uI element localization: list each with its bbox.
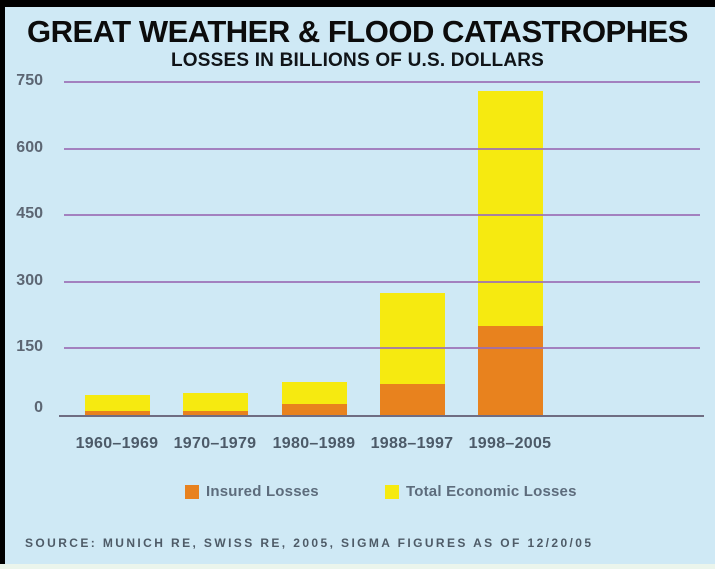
- scan-border-bottom: [0, 564, 715, 569]
- y-tick-label-0: 0: [34, 399, 43, 417]
- scan-border-top: [0, 0, 715, 7]
- gridline-600: [64, 148, 700, 150]
- y-tick-label-600: 600: [16, 138, 43, 156]
- x-axis-baseline: [59, 415, 704, 417]
- x-tick-label-4: 1988–1997: [370, 435, 454, 452]
- y-tick-label-750: 750: [16, 72, 43, 90]
- gridline-450: [64, 214, 700, 216]
- gridline-150: [64, 347, 700, 349]
- x-tick-label-2: 1970–1979: [173, 435, 257, 452]
- plot-area: [64, 82, 700, 415]
- legend-label: Total Economic Losses: [406, 483, 577, 500]
- gridline-300: [64, 281, 700, 283]
- legend-item-total: [385, 483, 577, 500]
- insured-losses-bar-3: [282, 404, 347, 415]
- insured-losses-bar-4: [380, 384, 445, 415]
- y-tick-label-300: 300: [16, 271, 43, 289]
- x-tick-label-1: 1960–1969: [75, 435, 159, 452]
- y-tick-label-150: 150: [16, 338, 43, 356]
- page-title: GREAT WEATHER & FLOOD CATASTROPHES: [27, 14, 688, 49]
- x-tick-label-3: 1980–1989: [272, 435, 356, 452]
- y-tick-label-450: 450: [16, 205, 43, 223]
- legend: [0, 483, 715, 503]
- insured-losses-swatch: [185, 485, 199, 499]
- gridline-750: [64, 81, 700, 83]
- insured-losses-bar-5: [478, 326, 543, 415]
- source-note: SOURCE: MUNICH RE, SWISS RE, 2005, SIGMA FIGURES AS OF 12/20/05: [25, 536, 594, 550]
- scan-border-left: [0, 0, 5, 569]
- legend-label: Insured Losses: [206, 483, 319, 500]
- total-losses-swatch: [385, 485, 399, 499]
- x-tick-label-5: 1998–2005: [468, 435, 552, 452]
- legend-item-insured: [185, 483, 319, 500]
- page-subtitle: LOSSES IN BILLIONS OF U.S. DOLLARS: [170, 50, 545, 71]
